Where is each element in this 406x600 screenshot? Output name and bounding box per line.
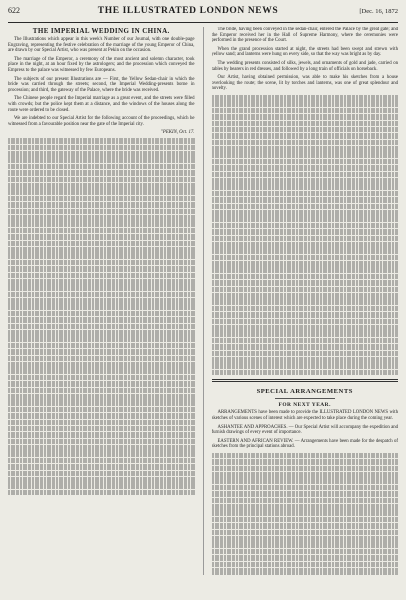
section-paragraph: ARRANGEMENTS have been made to provide the ILLUSTRATED LONDON NEWS with sketches of various scenes of interest which are expected to take place during the coming year. [211,410,398,421]
issue-date: [Dec. 16, 1872 [359,8,398,15]
article-paragraph: The Chinese people regard the Imperial marriage as a great event, and the streets were filled with crowds; but the police kept them at a distance, and the windows of the houses along the route were ordered to be closed. [8,96,195,113]
section-divider [212,379,399,382]
column-divider [203,27,204,575]
section-paragraph: EASTERN AND AFRICAN REVIEW. — Arrangements have been made for the despatch of sketches from the principal stations abroad. [211,438,398,450]
left-column [8,27,195,575]
title-rule [275,398,335,399]
article-paragraph: When the grand procession started at night, the streets had been swept and strewn with yellow sand; and lanterns were hung on every side, so that the way was bright as by day. [211,46,398,58]
article-paragraph: The bride, having been conveyed in the sedan-chair, entered the Palace by the great gate; and the Emperor received her in the Hall of Supreme Harmony, where the ceremonies were performed in the presence of the Court. [211,27,398,44]
article-paragraph: The wedding presents consisted of silks, jewels, and ornaments of gold and jade, carried on tables by bearers in red dresses, and followed by a long train of officials on horseback. [211,60,398,72]
dateline-signature: "PEKIN, Oct. 17. [160,130,195,136]
section-paragraph: ASHANTEE AND APPROACHES. — Our Special Artist will accompany the expedition and furnish drawings of every event of importance. [211,424,398,436]
body-text-block [212,95,399,375]
article-headline: THE IMPERIAL WEDDING IN CHINA. [32,27,170,35]
article-paragraph: The Illustrations which appear in this week's Number of our Journal, with one double-page Engraving, representing the festive celebration of the marriage of the young Emperor of China, are drawn by our Special Artist, who was present at Pekin on the occasion. [8,37,195,54]
newspaper-title: THE ILLUSTRATED LONDON NEWS [97,6,279,16]
columns [8,27,398,575]
article-paragraph: The subjects of our present Illustrations are — First, the Yellow Sedan-chair in which the bride was carried through the streets; second, the Imperial Wedding-presents borne in procession; and third, the gateway of the Palace, where the bride was received. [8,76,195,93]
section-subtitle: FOR NEXT YEAR. [278,402,331,409]
page-number: 622 [8,6,20,15]
masthead [8,6,398,20]
masthead-rule [8,22,398,23]
body-text-block [212,453,399,575]
article-paragraph: The marriage of the Emperor, a ceremony of the most ancient and solemn character, took place in the night, at an hour fixed by the astrologers; and the procession which conveyed the Empress to the palace was witnessed by few Europeans. [8,56,195,73]
right-column [212,27,399,575]
article-paragraph: Our Artist, having obtained permission, was able to make his sketches from a house overlooking the route; the scene, lit by torches and lanterns, was one of great splendour and novelty. [211,75,398,92]
section-title: SPECIAL ARRANGEMENTS [256,388,353,396]
article-paragraph: We are indebted to our Special Artist for the following account of the proceedings, which he witnessed from a favourable position near the gate of the Imperial city. [8,116,195,127]
body-text-block [8,138,195,495]
